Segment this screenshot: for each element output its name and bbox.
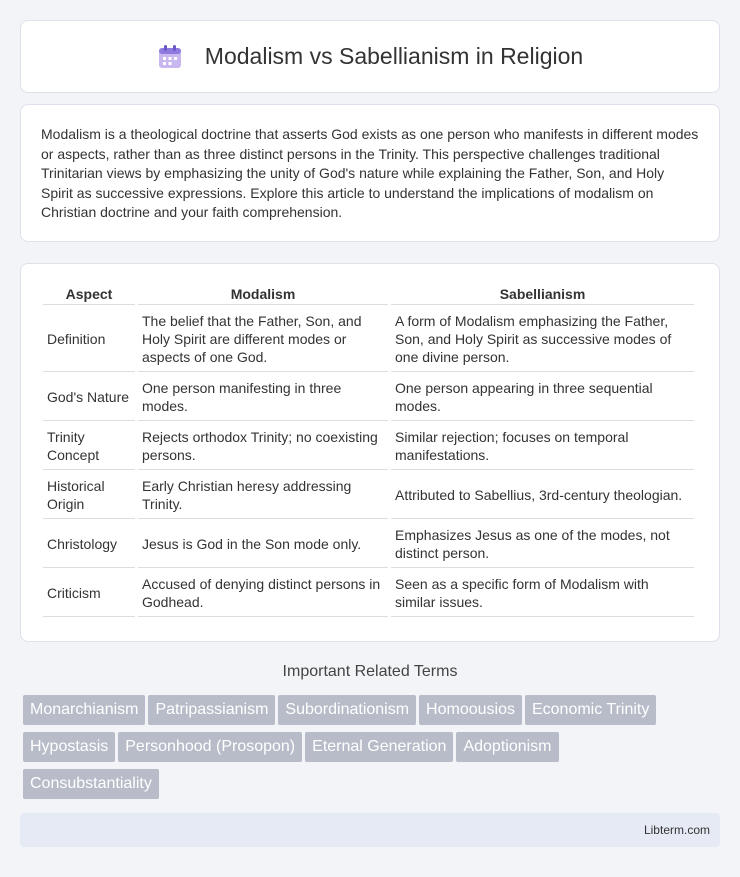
table-row (43, 570, 694, 617)
comparison-card (20, 263, 720, 642)
footer (20, 813, 720, 847)
sabellianism-cell: Attributed to Sabellius, 3rd-century theologian. (391, 472, 694, 519)
sabellianism-cell: Seen as a specific form of Modalism with similar issues. (391, 570, 694, 617)
sabellianism-cell: A form of Modalism emphasizing the Father, Son, and Holy Spirit as successive modes of one divine person. (391, 307, 694, 372)
sabellianism-cell: Emphasizes Jesus as one of the modes, not distinct person. (391, 521, 694, 568)
table-row (43, 472, 694, 519)
table-row (43, 374, 694, 421)
aspect-cell: Trinity Concept (43, 423, 135, 470)
modalism-cell: Rejects orthodox Trinity; no coexisting persons. (138, 423, 388, 470)
table-header-row (43, 282, 694, 305)
intro-card (20, 104, 720, 242)
tag-subordinationism[interactable]: Subordinationism (278, 695, 416, 725)
table-row (43, 307, 694, 372)
modalism-cell: One person manifesting in three modes. (138, 374, 388, 421)
related-terms-title: Important Related Terms (282, 663, 458, 680)
column-header-aspect: Aspect (43, 282, 135, 305)
page-title: Modalism vs Sabellianism in Religion (204, 43, 584, 69)
tag-hypostasis[interactable]: Hypostasis (23, 732, 115, 762)
column-header-modalism: Modalism (138, 282, 388, 305)
tag-personhood[interactable]: Personhood (Prosopon) (118, 732, 302, 762)
aspect-cell: Definition (43, 307, 135, 372)
tag-monarchianism[interactable]: Monarchianism (23, 695, 145, 725)
aspect-cell: Christology (43, 521, 135, 568)
modalism-cell: Accused of denying distinct persons in Godhead. (138, 570, 388, 617)
related-terms-list (23, 695, 713, 806)
modalism-cell: Early Christian heresy addressing Trinity. (138, 472, 388, 519)
modalism-cell: Jesus is God in the Son mode only. (138, 521, 388, 568)
comparison-table (40, 280, 697, 619)
tag-economic-trinity[interactable]: Economic Trinity (525, 695, 656, 725)
table-row (43, 423, 694, 470)
column-header-sabellianism: Sabellianism (391, 282, 694, 305)
tag-eternal-generation[interactable]: Eternal Generation (305, 732, 453, 762)
sabellianism-cell: Similar rejection; focuses on temporal manifestations. (391, 423, 694, 470)
sabellianism-cell: One person appearing in three sequential modes. (391, 374, 694, 421)
header-card (20, 20, 720, 93)
footer-site-link[interactable]: Libterm.com (643, 823, 710, 837)
tag-patripassianism[interactable]: Patripassianism (148, 695, 275, 725)
aspect-cell: Criticism (43, 570, 135, 617)
modalism-cell: The belief that the Father, Son, and Holy Spirit are different modes or aspects of one God. (138, 307, 388, 372)
tag-homoousios[interactable]: Homoousios (419, 695, 522, 725)
aspect-cell: God's Nature (43, 374, 135, 421)
calendar-icon (157, 44, 183, 70)
aspect-cell: Historical Origin (43, 472, 135, 519)
intro-text: Modalism is a theological doctrine that asserts God exists as one person who manifests in different modes or aspects, rather than as three distinct persons in the Trinity. This perspective challenges traditional Trinitarian views by emphasizing the unity of God's nature while explaining the Father, Son, and Holy Spirit as successive expressions. Explore this article to understand the implications of modalism on Christian doctrine and your faith comprehension. (41, 126, 699, 221)
tag-adoptionism[interactable]: Adoptionism (456, 732, 558, 762)
table-row (43, 521, 694, 568)
tag-consubstantiality[interactable]: Consubstantiality (23, 769, 159, 799)
